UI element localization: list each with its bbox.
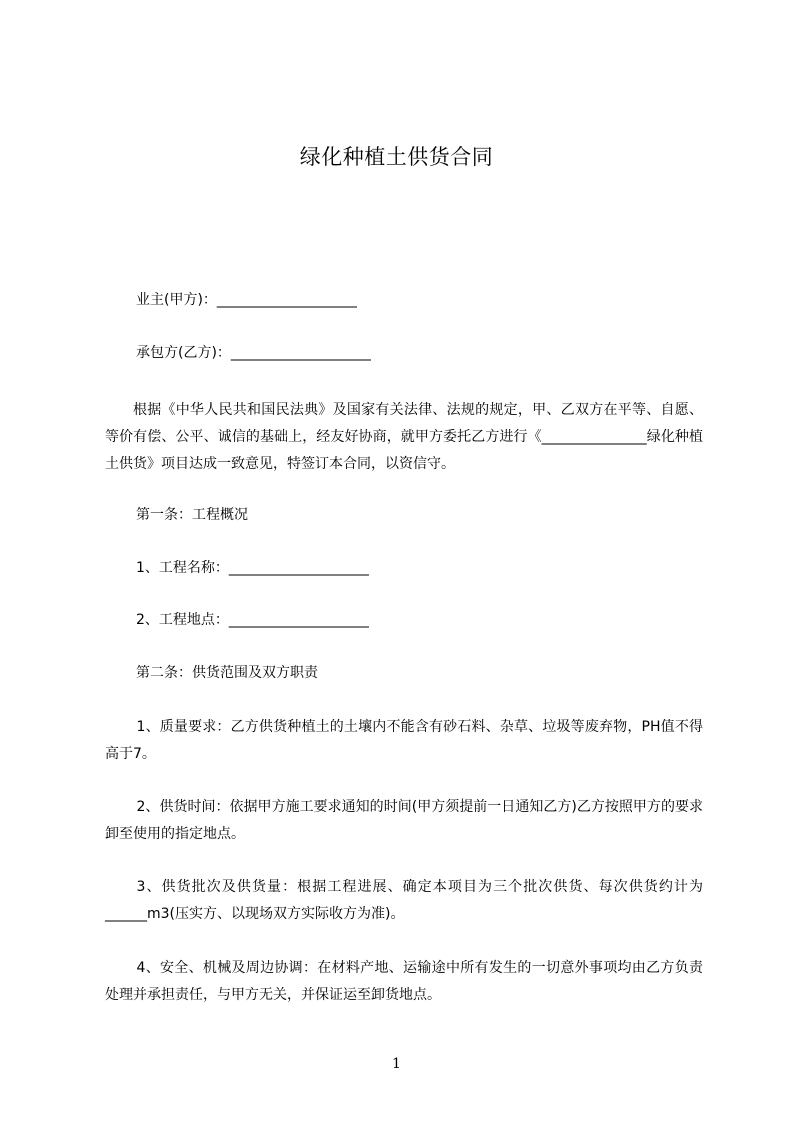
page-number: 1 (392, 1056, 401, 1072)
safety-coordination-paragraph: 4、安全、机械及周边协调：在材料产地、运输途中所有发生的一切意外事项均由乙方负责处理并承担责任，与甲方无关，并保证运至卸货地点。 (105, 960, 703, 1003)
project-location-line: 2、工程地点：____________________ (136, 612, 369, 628)
article1-heading: 第一条：工程概况 (136, 507, 248, 523)
project-name-line: 1、工程名称：____________________ (136, 560, 369, 576)
supply-batch-paragraph: 3、供货批次及供货量：根据工程进展、确定本项目为三个批次供货、每次供货约计为______m3(压实方、以现场双方实际收方为准)。 (105, 879, 703, 922)
article2-heading: 第二条：供货范围及双方职责 (136, 665, 318, 681)
document-title: 绿化种植土供货合同 (299, 145, 494, 169)
contractor-party-line: 承包方(乙方)：____________________ (136, 345, 371, 361)
supply-time-paragraph: 2、供货时间：依据甲方施工要求通知的时间(甲方须提前一日通知乙方)乙方按照甲方的要求卸至使用的指定地点。 (105, 799, 703, 842)
quality-requirement-paragraph: 1、质量要求：乙方供货种植土的土壤内不能含有砂石料、杂草、垃圾等废弃物，PH值不得高于7。 (105, 719, 703, 762)
owner-party-line: 业主(甲方)：____________________ (136, 292, 357, 308)
preamble-paragraph: 根据《中华人民共和国民法典》及国家有关法律、法规的规定，甲、乙双方在平等、自愿、等价有偿、公平、诚信的基础上，经友好协商，就甲方委托乙方进行《_______________绿化种植土供货》项目达成一致意见，特签订本合同，以资信守。 (105, 402, 703, 472)
